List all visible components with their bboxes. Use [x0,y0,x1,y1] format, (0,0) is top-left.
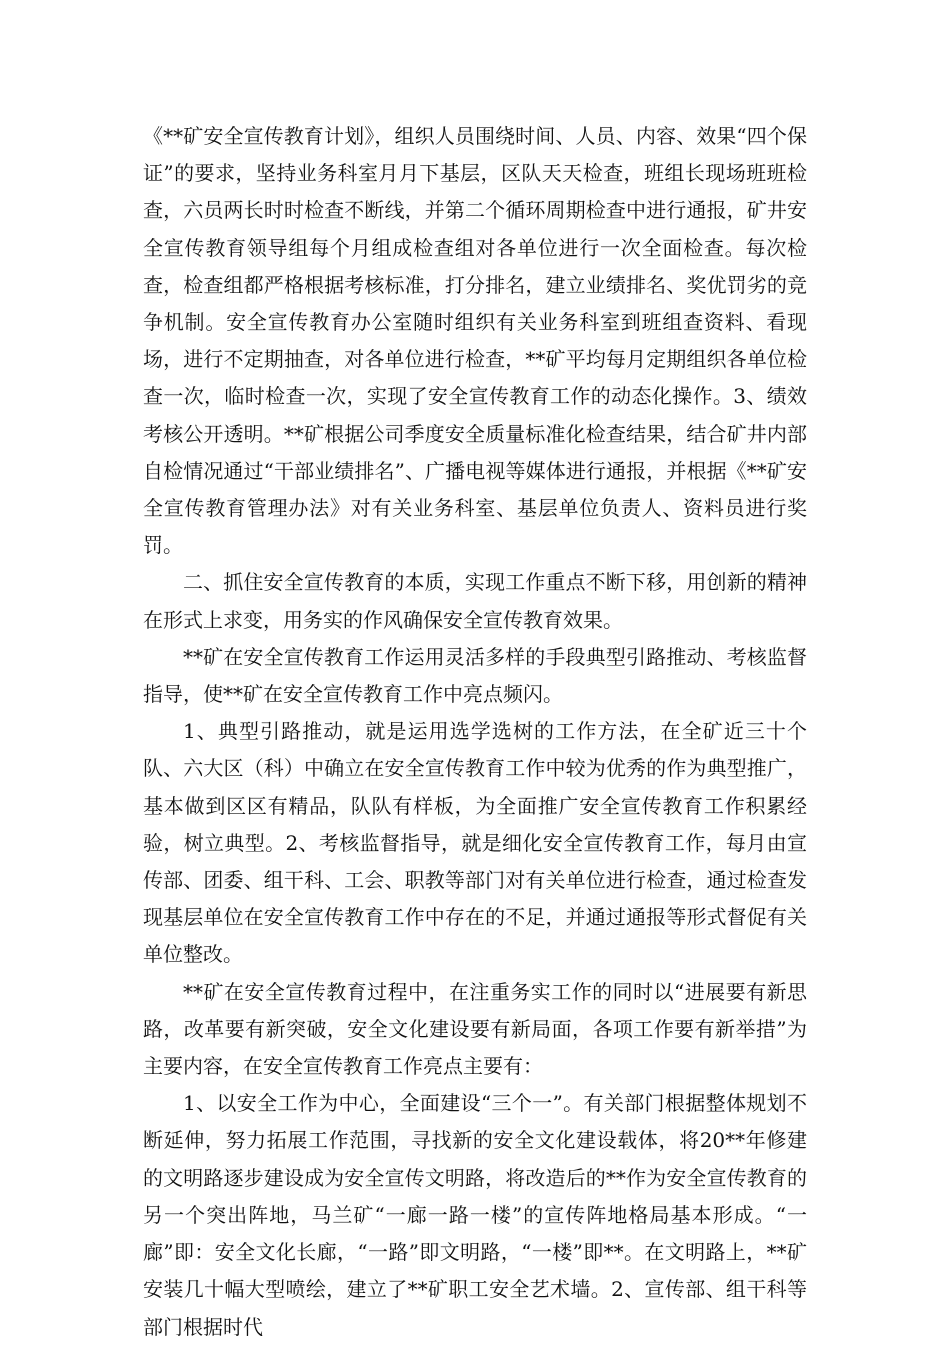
paragraph-typical-guidance: 1、典型引路推动，就是运用选学选树的工作方法，在全矿近三十个队、六大区（科）中确立在安全宣传教育工作中较为优秀的作为典型推广，基本做到区区有精品，队队有样板，为全面推广安全宣传教育工作积累经验，树立典型。2、考核监督指导，就是细化安全宣传教育工作，每月由宣传部、团委、组干科、工会、职教等部门对有关单位进行检查，通过检查发现基层单位在安全宣传教育工作中存在的不足，并通过通报等形式督促有关单位整改。 [143,719,807,967]
paragraph-methods-overview: **矿在安全宣传教育工作运用灵活多样的手段典型引路推动、考核监督指导，使**矿在安全宣传教育工作中亮点频闪。 [143,644,807,707]
document-body [143,118,807,1346]
paragraph-highlights-intro: **矿在安全宣传教育过程中，在注重务实工作的同时以“进展要有新思路，改革要有新突破，安全文化建设要有新局面，各项工作要有新举措”为主要内容，在安全宣传教育工作亮点主要有： [143,979,807,1079]
paragraph-inspection-plan: 《**矿安全宣传教育计划》，组织人员围绕时间、人员、内容、效果“四个保证”的要求，坚持业务科室月月下基层，区队天天检查，班组长现场班班检查，六员两长时时检查不断线，并第二个循环周期检查中进行通报，矿井安全宣传教育领导组每个月组成检查组对各单位进行一次全面检查。每次检查，检查组都严格根据考核标准，打分排名，建立业绩排名、奖优罚劣的竞争机制。安全宣传教育办公室随时组织有关业务科室到班组查资料、看现场，进行不定期抽查，对各单位进行检查，**矿平均每月定期组织各单位检查一次，临时检查一次，实现了安全宣传教育工作的动态化操作。3、绩效考核公开透明。**矿根据公司季度安全质量标准化检查结果，结合矿井内部自检情况通过“干部业绩排名”、广播电视等媒体进行通报，并根据《**矿安全宣传教育管理办法》对有关业务科室、基层单位负责人、资料员进行奖罚。 [143,124,807,558]
paragraph-section-two-heading: 二、抓住安全宣传教育的本质，实现工作重点不断下移，用创新的精神在形式上求变，用务实的作风确保安全宣传教育效果。 [143,570,807,632]
paragraph-three-ones: 1、以安全工作为中心，全面建设“三个一”。有关部门根据整体规划不断延伸，努力拓展工作范围，寻找新的安全文化建设载体，将20**年修建的文明路逐步建设成为安全宣传文明路，将改造后的**作为安全宣传教育的另一个突出阵地，马兰矿“一廊一路一楼”的宣传阵地格局基本形成。“一廊”即：安全文化长廊，“一路”即文明路，“一楼”即**。在文明路上，**矿安装几十幅大型喷绘，建立了**矿职工安全艺术墙。2、宣传部、组干科等部门根据时代 [143,1091,807,1339]
